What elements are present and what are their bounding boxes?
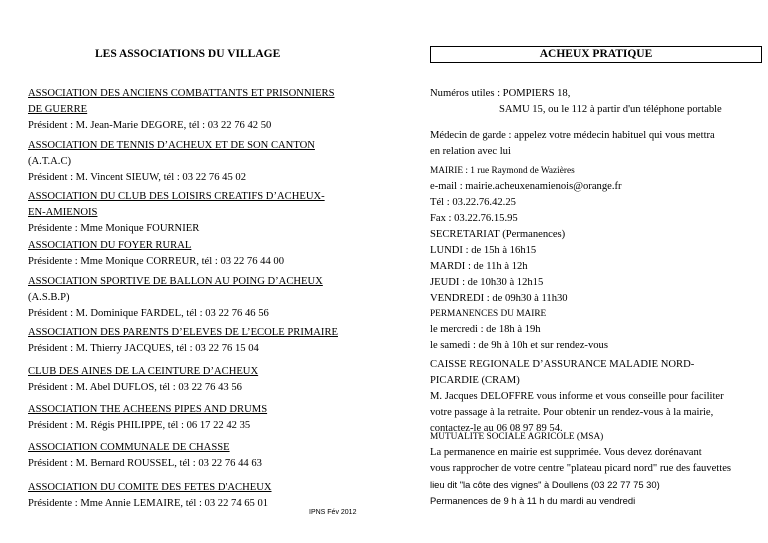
association-contact: Président : M. Thierry JACQUES, tél : 03 22 76 15 04 bbox=[28, 343, 259, 354]
numeros-line: Numéros utiles : POMPIERS 18, bbox=[430, 88, 571, 99]
msa-line: La permanence en mairie est supprimée. Vous devez dorénavant bbox=[430, 447, 702, 458]
right-column-title-box bbox=[430, 46, 762, 63]
association-name: ASSOCIATION DE TENNIS D’ACHEUX ET DE SON CANTON bbox=[28, 140, 315, 151]
cram-line: contactez-le au 06 08 97 89 54. bbox=[430, 423, 563, 434]
association-name: ASSOCIATION THE ACHEENS PIPES AND DRUMS bbox=[28, 404, 268, 415]
medecin-de-garde bbox=[430, 128, 715, 160]
cram-line: M. Jacques DELOFFRE vous informe et vous conseille pour faciliter bbox=[430, 391, 724, 402]
cram-line: votre passage à la retraite. Pour obtenir un rendez-vous à la mairie, bbox=[430, 407, 714, 418]
secretariat-hours: MARDI : de 11h à 12h bbox=[430, 261, 528, 272]
association-contact: Président : M. Bernard ROUSSEL, tél : 03 22 76 44 63 bbox=[28, 458, 262, 469]
association-contact: Président : M. Régis PHILIPPE, tél : 06 17 22 42 35 bbox=[28, 420, 251, 431]
msa-block bbox=[430, 429, 731, 509]
numeros-utiles bbox=[430, 86, 722, 118]
association-name: ASSOCIATION COMMUNALE DE CHASSE bbox=[28, 442, 230, 453]
association-name: ASSOCIATION DU FOYER RURAL bbox=[28, 240, 192, 251]
msa-line: Permanences de 9 h à 11 h du mardi au vendredi bbox=[430, 495, 636, 506]
msa-line: vous rapprocher de votre centre "plateau picard nord" rue des fauvettes bbox=[430, 463, 732, 474]
mairie-block bbox=[430, 163, 622, 227]
medecin-line: Médecin de garde : appelez votre médecin habituel qui vous mettra bbox=[430, 130, 715, 141]
cram-line: CAISSE REGIONALE D’ASSURANCE MALADIE NORD- bbox=[430, 359, 695, 370]
association-8 bbox=[28, 402, 267, 434]
association-contact: Président : M. Vincent SIEUW, tél : 03 22 76 45 02 bbox=[28, 172, 246, 183]
association-contact: Présidente : Mme Monique CORREUR, tél : 03 22 76 44 00 bbox=[28, 256, 285, 267]
association-6 bbox=[28, 325, 338, 357]
association-contact: Présidente : Mme Annie LEMAIRE, tél : 03 22 74 65 01 bbox=[28, 498, 269, 509]
association-contact: Président : M. Jean-Marie DEGORE, tél : 03 22 76 42 50 bbox=[28, 120, 272, 131]
secretariat-hours: VENDREDI : de 09h30 à 11h30 bbox=[430, 293, 568, 304]
left-column-title: LES ASSOCIATIONS DU VILLAGE bbox=[95, 48, 281, 60]
secretariat-hours: JEUDI : de 10h30 à 12h15 bbox=[430, 277, 544, 288]
secretariat-hours: LUNDI : de 15h à 16h15 bbox=[430, 245, 537, 256]
association-acronym: (A.T.A.C) bbox=[28, 156, 72, 167]
association-4 bbox=[28, 238, 284, 270]
association-acronym: (A.S.B.P) bbox=[28, 292, 70, 303]
permanences-hours: le samedi : de 9h à 10h et sur rendez-vous bbox=[430, 340, 608, 351]
mairie-header: MAIRIE : 1 rue Raymond de Wazières bbox=[430, 166, 575, 176]
permanences-header: PERMANENCES DU MAIRE bbox=[430, 309, 547, 319]
association-name: ASSOCIATION DES PARENTS D’ELEVES DE L’ECOLE PRIMAIRE bbox=[28, 327, 338, 338]
association-contact: Président : M. Dominique FARDEL, tél : 03 22 76 46 56 bbox=[28, 308, 269, 319]
association-2 bbox=[28, 138, 315, 186]
secretariat-block bbox=[430, 227, 568, 307]
numeros-line: SAMU 15, ou le 112 à partir d'un téléphone portable bbox=[499, 104, 722, 115]
association-contact: Président : M. Abel DUFLOS, tél : 03 22 76 43 56 bbox=[28, 382, 242, 393]
association-contact: Présidente : Mme Monique FOURNIER bbox=[28, 223, 200, 234]
footer-ipns: IPNS Fév 2012 bbox=[309, 509, 357, 516]
association-7 bbox=[28, 364, 258, 396]
association-name: DE GUERRE bbox=[28, 104, 88, 115]
right-column-title: ACHEUX PRATIQUE bbox=[539, 48, 653, 60]
msa-header: MUTUALITE SOCIALE AGRICOLE (MSA) bbox=[430, 432, 604, 442]
secretariat-header: SECRETARIAT (Permanences) bbox=[430, 229, 566, 240]
association-name: CLUB DES AINES DE LA CEINTURE D’ACHEUX bbox=[28, 366, 259, 377]
cram-block bbox=[430, 357, 724, 437]
msa-line: lieu dit "la côte des vignes" à Doullens (03 22 77 75 30) bbox=[430, 479, 660, 490]
medecin-line: en relation avec lui bbox=[430, 146, 511, 157]
association-name: ASSOCIATION DU COMITE DES FETES D'ACHEUX bbox=[28, 482, 272, 493]
association-name: EN-AMIENOIS bbox=[28, 207, 98, 218]
association-3 bbox=[28, 189, 325, 237]
mairie-email: e-mail : mairie.acheuxenamienois@orange.fr bbox=[430, 181, 622, 192]
association-name: ASSOCIATION DES ANCIENS COMBATTANTS ET PRISONNIERS bbox=[28, 88, 335, 99]
mairie-fax: Fax : 03.22.76.15.95 bbox=[430, 213, 518, 224]
association-5 bbox=[28, 274, 323, 322]
association-9 bbox=[28, 440, 262, 472]
permanences-hours: le mercredi : de 18h à 19h bbox=[430, 324, 541, 335]
cram-line: PICARDIE (CRAM) bbox=[430, 375, 520, 386]
association-name: ASSOCIATION SPORTIVE DE BALLON AU POING D’ACHEUX bbox=[28, 276, 323, 287]
association-1 bbox=[28, 86, 335, 134]
association-10 bbox=[28, 480, 272, 512]
mairie-tel: Tél : 03.22.76.42.25 bbox=[430, 197, 516, 208]
permanences-maire-block bbox=[430, 306, 608, 354]
association-name: ASSOCIATION DU CLUB DES LOISIRS CREATIFS D’ACHEUX- bbox=[28, 191, 325, 202]
